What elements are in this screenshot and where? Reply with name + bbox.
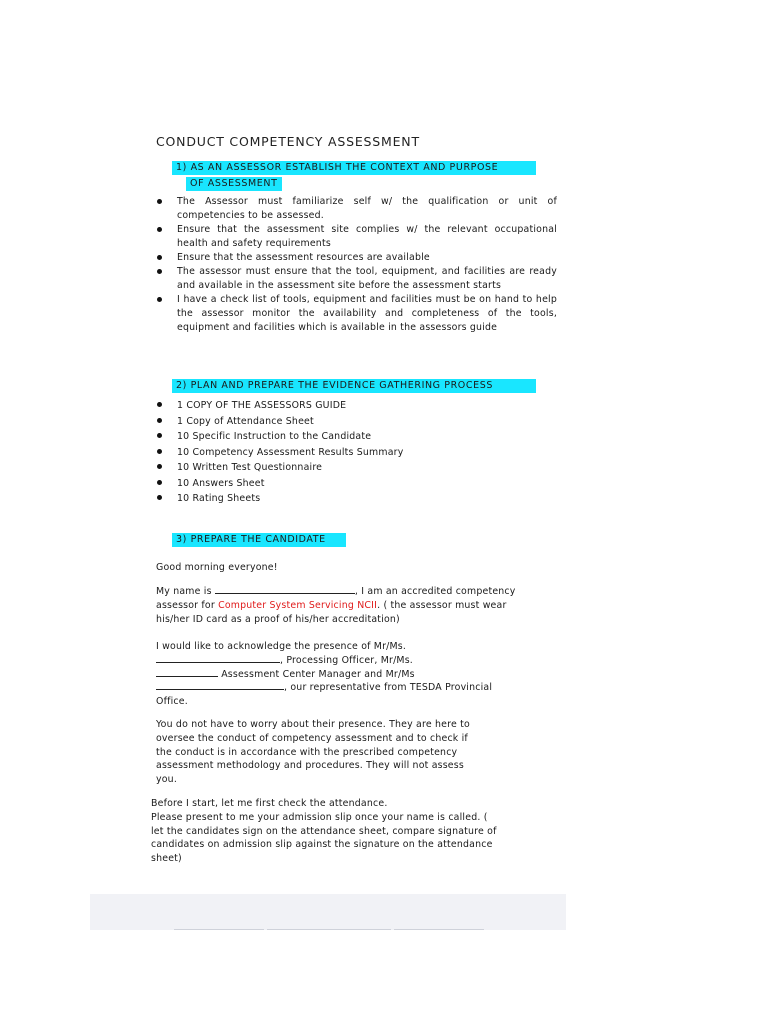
bullet-icon [157, 269, 162, 274]
bullet-icon [157, 449, 162, 454]
bullet-icon [157, 255, 162, 260]
list-item: 1 Copy of Attendance Sheet [177, 414, 477, 430]
section1-heading-line2: OF ASSESSMENT [186, 177, 282, 191]
section2-list [177, 398, 477, 507]
bullet-icon [157, 297, 162, 302]
page-title: CONDUCT COMPETENCY ASSESSMENT [156, 134, 420, 149]
list-item: 10 Competency Assessment Results Summary [177, 445, 477, 461]
footer-divider [174, 929, 264, 930]
list-item: 10 Rating Sheets [177, 491, 477, 507]
section1-heading-line1: 1) AS AN ASSESSOR ESTABLISH THE CONTEXT AND PURPOSE [172, 161, 536, 175]
bullet-icon [157, 433, 162, 438]
bullet-icon [157, 402, 162, 407]
bullet-icon [157, 464, 162, 469]
section2-heading [172, 379, 536, 393]
section2-heading-text: 2) PLAN AND PREPARE THE EVIDENCE GATHERING PROCESS [172, 379, 536, 393]
bullet-icon [157, 495, 162, 500]
footer-divider [267, 929, 391, 930]
footer-divider [394, 929, 484, 930]
bullet-icon [157, 480, 162, 485]
bullet-icon [157, 418, 162, 423]
section1-heading [172, 161, 536, 175]
name-blank [215, 585, 355, 594]
section3-heading-text: 3) PREPARE THE CANDIDATE [172, 533, 346, 547]
bullet-icon [157, 199, 162, 204]
list-item: The Assessor must familiarize self w/ the qualification or unit of competencies to be assessed. [177, 195, 557, 223]
greeting-text: Good morning everyone! [156, 562, 278, 573]
list-item: Ensure that the assessment resources are available [177, 251, 557, 265]
section1-list [177, 195, 557, 335]
list-item: 10 Written Test Questionnaire [177, 460, 477, 476]
attendance-paragraph: Before I start, let me first check the attendance. Please present to me your admission slip once your name is called. ( let the candidates sign on the attendance sheet, compare signature of candidates on admission slip against the signature on the attendance sheet) [151, 798, 497, 865]
section1-heading-cont [186, 177, 286, 191]
acknowledge-paragraph: I would like to acknowledge the presence of Mr/Ms. , Processing Officer, Mr/Ms. Assessment Center Manager and Mr/Ms , our representative from TESDA Provincial Office. [156, 641, 493, 708]
worry-paragraph: You do not have to worry about their presence. They are here to oversee the conduct of competency assessment and to check if the conduct is in accordance with the prescribed competency assessment methodology and procedures. They will not assess you. [156, 719, 470, 786]
list-item: The assessor must ensure that the tool, equipment, and facilities are ready and available in the assessment site before the assessment starts [177, 265, 557, 293]
list-item: Ensure that the assessment site complies w/ the relevant occupational health and safety requirements [177, 223, 557, 251]
bullet-icon [157, 227, 162, 232]
center-manager-blank [156, 668, 218, 677]
introduction-paragraph: My name is , I am an accredited competency assessor for Computer System Servicing NCII. ( the assessor must wear his/her ID card as a proof of his/her accreditation) [156, 586, 516, 625]
footer-band [90, 894, 566, 930]
tesda-rep-blank [156, 681, 284, 690]
list-item: 10 Answers Sheet [177, 476, 477, 492]
list-item: 10 Specific Instruction to the Candidate [177, 429, 477, 445]
list-item: I have a check list of tools, equipment and facilities must be on hand to help the assessor monitor the availability and completeness of the tools, equipment and facilities which is available in the assessors guide [177, 293, 557, 335]
processing-officer-blank [156, 654, 280, 663]
qualification-text: Computer System Servicing NCII [218, 599, 378, 611]
list-item: 1 COPY OF THE ASSESSORS GUIDE [177, 398, 477, 414]
section3-heading [172, 533, 346, 547]
